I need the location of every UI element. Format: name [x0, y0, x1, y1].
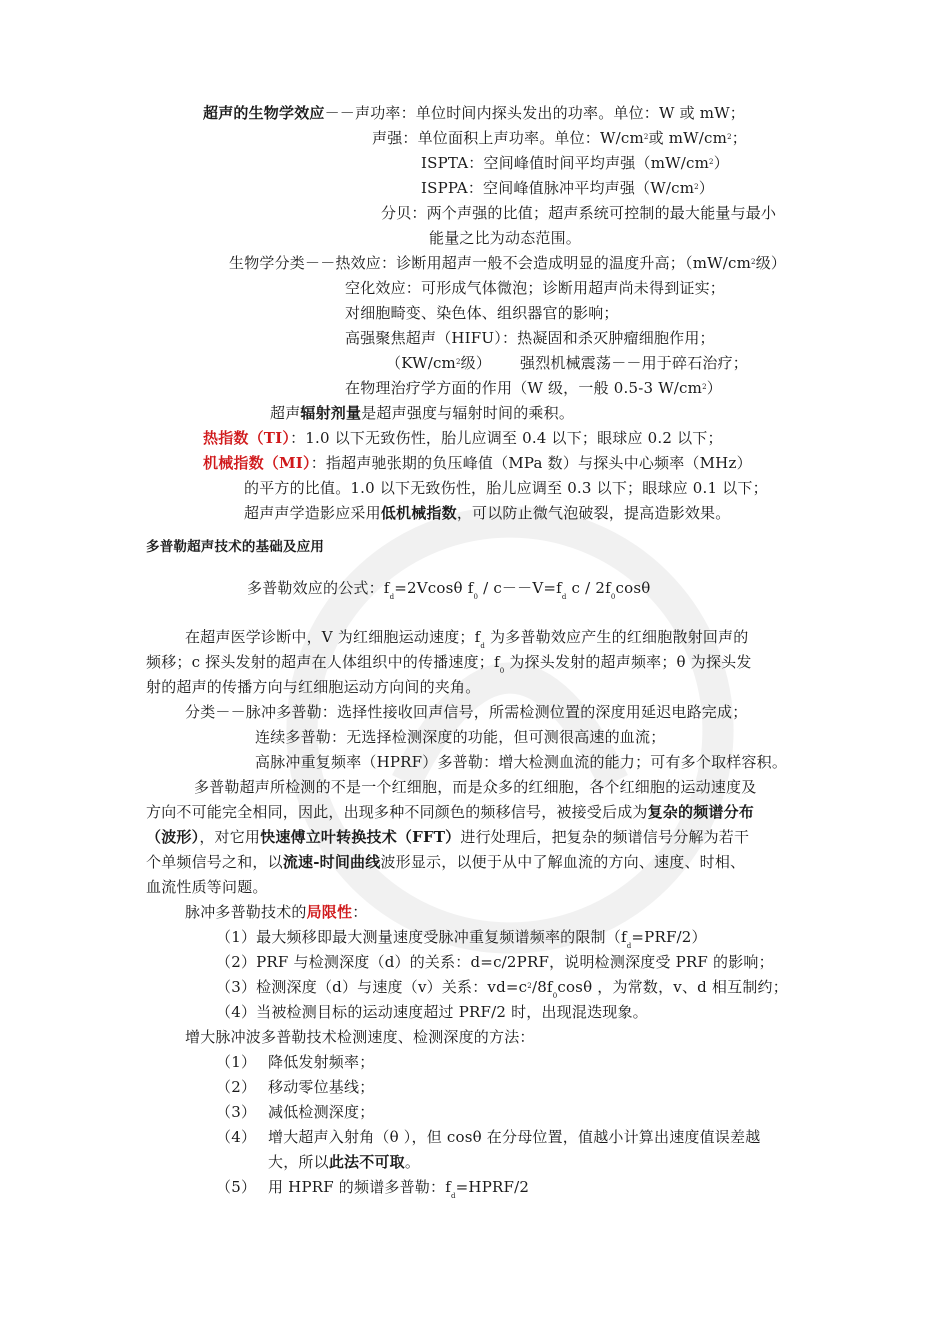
text: 快速傅立叶转换技术（FFT） [260, 828, 461, 846]
method-4-text: 增大超声入射角（θ ），但 cosθ 在分母位置，值越小计算出速度值误差越 [268, 1128, 761, 1146]
paragraph-spectrum-1: 多普勒超声所检测的不是一个红细胞，而是众多的红细胞，各个红细胞的运动速度及 [194, 778, 757, 796]
line-radiation-dose [270, 403, 574, 423]
line-ispta [421, 153, 729, 173]
text: －－声功率：单位时间内探头发出的功率。单位：W 或 mW； [324, 104, 746, 122]
superscript: 2 [702, 383, 707, 391]
text: 大，所以 [268, 1153, 329, 1171]
text: d [480, 642, 486, 650]
text: =HPRF/2 [455, 1178, 530, 1196]
text: 或 mW/cm [648, 129, 728, 147]
line-mi-ratio: 的平方的比值。1.0 以下无致伤性，胎儿应调至 0.3 以下；眼球应 0.1 以下； [244, 479, 768, 497]
line-lithotripsy: 强烈机械震荡－－用于碎石治疗； [520, 354, 749, 372]
limitation-3 [216, 977, 788, 1000]
text: （3）检测深度（d）与速度（v）关系：vd=c [216, 978, 528, 996]
text: 个单频信号之和，以 [146, 853, 283, 871]
text: 此法不可取 [328, 1153, 405, 1171]
text: 声强：单位面积上声功率。单位：W/cm [372, 129, 644, 147]
method-4-num: （4） [216, 1128, 257, 1146]
text: cosθ [615, 579, 651, 597]
text: ） [713, 154, 729, 172]
line-cavitation: 空化效应：可形成气体微泡；诊断用超声尚未得到证实； [345, 279, 726, 297]
text: 多普勒效应的公式：f [247, 579, 390, 597]
text: 级） [460, 354, 492, 372]
limitations-title [185, 902, 367, 922]
text: ） [698, 179, 714, 197]
text: ISPPA：空间峰值脉冲平均声强（W/cm [421, 179, 695, 197]
text: 0 [552, 992, 558, 1000]
class-hprf-doppler: 高脉冲重复频率（HPRF）多普勒：增大检测血流的能力；可有多个取样容积。 [255, 753, 788, 771]
method-2-text: 移动零位基线； [268, 1078, 375, 1096]
line-thermal-index [203, 428, 723, 448]
text: （1）最大频移即最大测量速度受脉冲重复频谱频率的限制（f [216, 928, 627, 946]
superscript: 2 [643, 133, 649, 141]
text: 生物学分类－－热效应：诊断用超声一般不会造成明显的温度升高；（mW/cm [229, 254, 752, 272]
text: 波形显示，以便于从中了解血流的方向、速度、时相、 [380, 853, 746, 871]
text: 级） [755, 254, 787, 272]
text: 超声 [270, 404, 301, 422]
superscript: 2 [527, 982, 532, 990]
superscript: 2 [727, 133, 732, 141]
text: 进行处理后，把复杂的频谱信号分解为若干 [460, 828, 750, 846]
text: / c－－V=f [478, 579, 562, 597]
text: 。 [404, 1153, 421, 1171]
text: 在超声医学诊断中，V 为红细胞运动速度；f [185, 628, 481, 646]
line-isppa [421, 178, 714, 198]
line-acoustic-power [203, 103, 745, 123]
method-5-text [268, 1177, 530, 1200]
text: 局限性 [306, 903, 353, 921]
limitation-1 [216, 927, 707, 950]
text: 复杂的频谱分布 [647, 803, 755, 821]
text: （波形） [146, 828, 200, 846]
method-4-text-cont [268, 1152, 420, 1172]
line-thermal-effect [229, 253, 786, 273]
text: ） [706, 379, 722, 397]
text: （KW/cm [386, 354, 456, 372]
method-5-num: （5） [216, 1178, 257, 1196]
methods-title: 增大脉冲波多普勒技术检测速度、检测深度的方法： [185, 1028, 535, 1046]
text: ： [352, 903, 368, 921]
text: 0 [610, 593, 616, 601]
class-pulsed-doppler: 分类－－脉冲多普勒：选择性接收回声信号，所需检测位置的深度用延迟电路完成； [185, 703, 748, 721]
text: 脉冲多普勒技术的 [185, 903, 307, 921]
text: d [561, 593, 567, 601]
text: 为探头发射的超声频率；θ 为探头发 [504, 653, 752, 671]
text: ：1.0 以下无致伤性，胎儿应调至 0.4 以下；眼球应 0.2 以下； [290, 429, 723, 447]
text: /8f [531, 978, 553, 996]
text: 用 HPRF 的频谱多普勒：f [268, 1178, 451, 1196]
text: ，对它用 [199, 828, 261, 846]
text: c / 2f [566, 579, 611, 597]
line-kw-level [386, 353, 491, 373]
text: 方向不可能完全相同，因此，出现多种不同颜色的频移信号，被接受后成为 [146, 803, 648, 821]
superscript: 2 [751, 258, 756, 266]
term-mechanical-index: 机械指数（MI） [203, 454, 311, 472]
method-3-text: 减低检测深度； [268, 1103, 375, 1121]
paragraph-spectrum-5: 血流性质等问题。 [146, 878, 268, 896]
line-intensity [372, 128, 747, 148]
paragraph-doppler-3: 射的超声的传播方向与红细胞运动方向间的夹角。 [146, 678, 481, 696]
limitation-2: （2）PRF 与检测深度（d）的关系：d=c/2PRF，说明检测深度受 PRF 的影响； [216, 953, 774, 971]
text: 0 [499, 667, 505, 675]
text: ； [731, 129, 747, 147]
text: d [389, 593, 395, 601]
superscript: 2 [709, 158, 714, 166]
text: 在物理治疗学方面的作用（W 级，一般 0.5-3 W/cm [345, 379, 703, 397]
limitation-4: （4）当被检测目标的运动速度超过 PRF/2 时，出现混迭现象。 [216, 1003, 648, 1021]
line-physiotherapy [345, 378, 722, 398]
text: 0 [473, 593, 479, 601]
text: ISPTA：空间峰值时间平均声强（mW/cm [421, 154, 710, 172]
paragraph-spectrum-2 [146, 802, 754, 822]
text: 辐射剂量 [300, 404, 362, 422]
text: 为多普勒效应产生的红细胞散射回声的 [485, 628, 749, 646]
text: =2Vcosθ f [394, 579, 474, 597]
text: 频移；c 探头发射的超声在人体组织中的传播速度；f [146, 653, 500, 671]
paragraph-doppler-2 [146, 652, 752, 675]
superscript: 2 [455, 358, 461, 366]
text: ，可以防止微气泡破裂，提高造影效果。 [456, 504, 731, 522]
text: ：指超声驰张期的负压峰值（MPa 数）与探头中心频率（MHz） [310, 454, 752, 472]
line-dynamic-range: 能量之比为动态范围。 [429, 229, 582, 247]
line-mechanical-index [203, 453, 752, 473]
class-continuous-doppler: 连续多普勒：无选择检测深度的功能，但可测很高速的血流； [255, 728, 666, 746]
text: 流速-时间曲线 [282, 853, 381, 871]
text: d [450, 1192, 456, 1200]
text: cosθ ，为常数，v、d 相互制约； [557, 978, 788, 996]
line-contrast [244, 503, 730, 523]
paragraph-spectrum-4 [146, 852, 745, 872]
paragraph-spectrum-3 [146, 827, 749, 847]
section-heading-doppler: 多普勒超声技术的基础及应用 [146, 539, 325, 555]
text: d [626, 942, 632, 950]
text: 低机械指数 [380, 504, 457, 522]
line-cell-effects: 对细胞畸变、染色体、组织器官的影响； [345, 304, 619, 322]
line-decibel: 分贝：两个声强的比值；超声系统可控制的最大能量与最小 [381, 204, 777, 222]
method-3-num: （3） [216, 1103, 257, 1121]
section-title-bioeffects: 超声的生物学效应 [203, 104, 325, 122]
term-thermal-index: 热指数（TI） [203, 429, 291, 447]
superscript: 2 [694, 183, 699, 191]
method-1-text: 降低发射频率； [268, 1053, 375, 1071]
paragraph-doppler-1 [185, 627, 749, 650]
line-hifu: 高强聚焦超声（HIFU）：热凝固和杀灭肿瘤细胞作用； [345, 329, 715, 347]
text: 是超声强度与辐射时间的乘积。 [361, 404, 575, 422]
method-1-num: （1） [216, 1053, 257, 1071]
text: 超声声学造影应采用 [244, 504, 381, 522]
doppler-formula [247, 578, 651, 601]
text: =PRF/2） [631, 928, 707, 946]
method-2-num: （2） [216, 1078, 257, 1096]
